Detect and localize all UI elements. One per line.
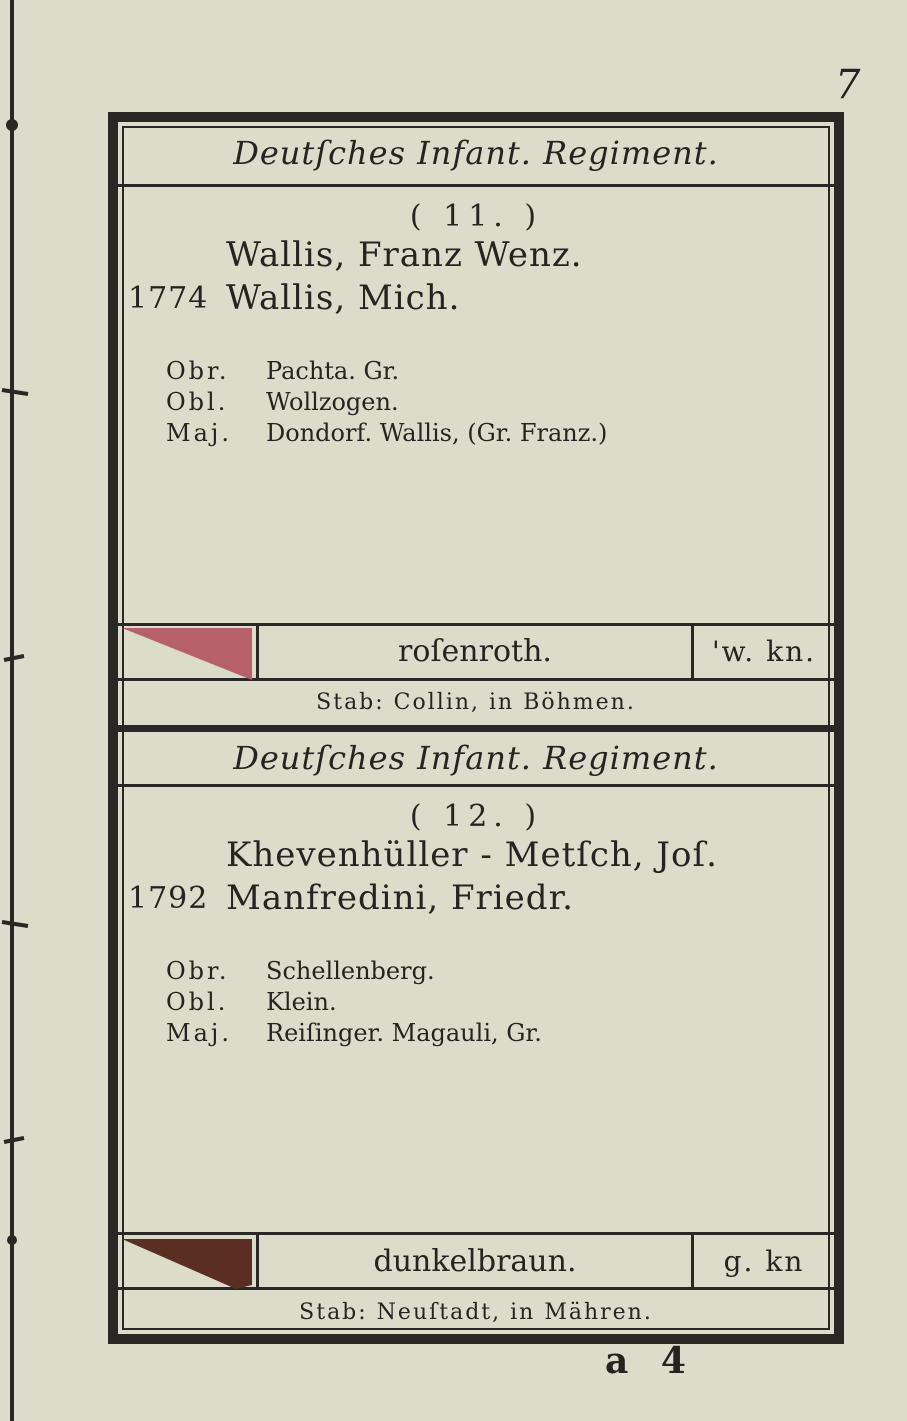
button-mark: g. kn xyxy=(691,1235,834,1287)
officer-name: Wollzogen. xyxy=(266,388,399,416)
owner-year: 1792 xyxy=(128,880,209,916)
regiment-entry-11 xyxy=(118,122,834,725)
color-swatch-box xyxy=(118,1235,256,1287)
staff-location: Stab: Neuſtadt, in Mähren. xyxy=(118,1287,834,1334)
officer-rank: Obl. xyxy=(166,388,229,416)
officer-name: Pachta. Gr. xyxy=(266,357,400,385)
owner-name: Manfredini, Friedr. xyxy=(226,877,574,918)
color-swatch xyxy=(118,1231,256,1291)
binding-edge xyxy=(0,0,40,1421)
owner-line xyxy=(118,234,834,277)
regiment-title: Deutſches Infant. Regiment. xyxy=(118,122,834,187)
officer-name: Dondorf. Wallis, (Gr. Franz.) xyxy=(266,419,608,447)
regiment-content xyxy=(118,187,834,623)
officer-row xyxy=(166,387,834,418)
owner-line xyxy=(118,877,834,920)
owner-line xyxy=(118,834,834,877)
regiment-entry-12 xyxy=(118,725,834,1335)
officer-list xyxy=(166,356,834,449)
signature-mark: a 4 xyxy=(605,1340,696,1382)
officer-rank: Obr. xyxy=(166,956,230,985)
officer-name: Reiſinger. Magauli, Gr. xyxy=(266,1018,542,1047)
regiment-table-frame xyxy=(108,112,844,1344)
facing-color-row xyxy=(118,1232,834,1287)
officer-rank: Obl. xyxy=(166,987,229,1016)
facing-color-row xyxy=(118,623,834,678)
color-swatch xyxy=(118,622,256,682)
page-number: 7 xyxy=(835,62,861,108)
officer-row xyxy=(166,418,834,449)
officer-row xyxy=(166,1018,834,1049)
officer-name: Schellenberg. xyxy=(266,956,435,985)
button-mark: 'w. kn. xyxy=(691,626,834,678)
officer-rank: Obr. xyxy=(166,357,230,385)
officer-rank: Maj. xyxy=(166,1018,232,1047)
officer-row xyxy=(166,956,834,987)
owner-line xyxy=(118,277,834,320)
officer-row xyxy=(166,987,834,1018)
officer-name: Klein. xyxy=(266,987,337,1016)
officer-rank: Maj. xyxy=(166,419,232,447)
regiment-number: ( 12. ) xyxy=(409,798,543,834)
owner-name: Khevenhüller - Metſch, Joſ. xyxy=(226,834,718,875)
owner-name: Wallis, Franz Wenz. xyxy=(226,235,583,275)
regiment-content xyxy=(118,787,834,1233)
officer-list xyxy=(166,956,834,1049)
facing-color-name: dunkelbraun. xyxy=(256,1235,691,1287)
officer-row xyxy=(166,356,834,387)
regiment-number: ( 11. ) xyxy=(409,199,543,234)
regiment-title: Deutſches Infant. Regiment. xyxy=(118,732,834,787)
owner-name: Wallis, Mich. xyxy=(226,278,461,318)
staff-location: Stab: Collin, in Böhmen. xyxy=(118,678,834,725)
color-swatch-box xyxy=(118,626,256,678)
facing-color-name: roſenroth. xyxy=(256,626,691,678)
owner-year: 1774 xyxy=(128,281,209,316)
